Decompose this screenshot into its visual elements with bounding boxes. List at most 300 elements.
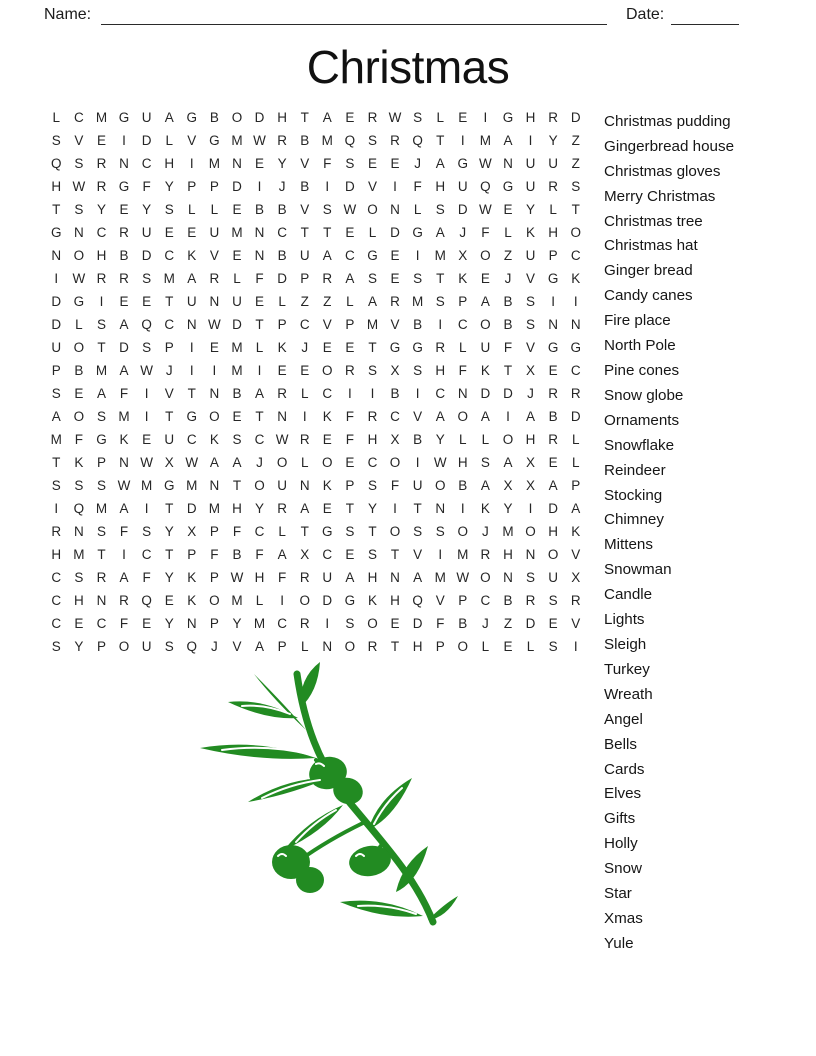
grid-letter: N	[254, 225, 265, 240]
grid-letter: U	[525, 248, 536, 263]
grid-letter: A	[119, 501, 129, 516]
grid-letter: Q	[73, 501, 85, 516]
grid-letter: T	[165, 294, 174, 309]
grid-letter: W	[253, 133, 266, 148]
grid-letter: G	[367, 248, 378, 263]
grid-letter: H	[548, 225, 558, 240]
grid-letter: I	[573, 639, 578, 654]
grid-letter: E	[119, 202, 129, 217]
grid-letter: I	[280, 593, 284, 608]
grid-letter: S	[96, 524, 106, 539]
grid-letter: Y	[142, 202, 152, 217]
grid-letter: N	[570, 317, 581, 332]
grid-letter: R	[570, 593, 581, 608]
grid-letter: G	[412, 225, 423, 240]
grid-letter: G	[547, 271, 559, 286]
grid-letter: A	[209, 455, 219, 470]
grid-letter: P	[548, 248, 558, 263]
grid-letter: S	[96, 409, 106, 424]
grid-letter: A	[413, 570, 423, 585]
grid-letter: T	[300, 524, 309, 539]
grid-letter: D	[570, 409, 581, 424]
grid-letter: C	[51, 570, 62, 585]
grid-letter: O	[254, 478, 265, 493]
grid-letter: M	[253, 616, 266, 631]
grid-letter: Q	[141, 317, 152, 332]
grid-letter: H	[548, 524, 558, 539]
grid-letter: U	[525, 179, 536, 194]
grid-letter: I	[325, 616, 330, 631]
grid-letter: T	[165, 547, 174, 562]
grid-letter: U	[457, 179, 468, 194]
grid-letter: E	[390, 248, 400, 263]
grid-letter: I	[302, 409, 307, 424]
grid-letter: M	[231, 133, 243, 148]
grid-letter: S	[142, 524, 152, 539]
grid-letter: T	[300, 225, 309, 240]
grid-letter: H	[503, 547, 513, 562]
grid-letter: P	[345, 317, 355, 332]
grid-letter: X	[300, 547, 310, 562]
grid-letter: D	[457, 202, 468, 217]
grid-letter: N	[209, 386, 220, 401]
grid-letter: I	[415, 386, 420, 401]
grid-letter: V	[571, 616, 581, 631]
grid-letter: W	[140, 455, 153, 470]
grid-letter: C	[570, 248, 581, 263]
grid-letter: T	[503, 363, 513, 378]
grid-letter: V	[300, 202, 310, 217]
grid-letter: A	[480, 478, 490, 493]
word-list-item: Reindeer	[604, 461, 666, 479]
grid-letter: K	[480, 501, 490, 516]
grid-letter: G	[51, 225, 62, 240]
grid-letter: W	[72, 179, 86, 194]
grid-letter: S	[435, 294, 445, 309]
grid-letter: I	[144, 386, 149, 401]
grid-letter: M	[186, 478, 198, 493]
grid-letter: V	[413, 547, 423, 562]
grid-letter: D	[141, 248, 152, 263]
grid-letter: R	[548, 386, 558, 401]
grid-letter: N	[209, 478, 220, 493]
grid-letter: P	[96, 639, 106, 654]
grid-letter: T	[323, 225, 332, 240]
grid-letter: E	[255, 294, 265, 309]
grid-letter: B	[390, 386, 400, 401]
grid-letter: M	[479, 133, 491, 148]
grid-letter: B	[458, 478, 468, 493]
grid-letter: I	[54, 271, 59, 286]
grid-letter: K	[74, 455, 84, 470]
grid-letter: Z	[323, 294, 332, 309]
page-title: Christmas	[306, 41, 510, 93]
grid-letter: B	[74, 363, 84, 378]
name-blank-line	[101, 5, 607, 25]
grid-letter: D	[503, 386, 513, 401]
grid-letter: Q	[344, 133, 356, 148]
grid-letter: Q	[480, 179, 491, 194]
grid-letter: J	[481, 524, 489, 539]
grid-letter: E	[503, 639, 513, 654]
grid-letter: Y	[435, 432, 445, 447]
grid-letter: V	[209, 248, 219, 263]
grid-letter: B	[458, 616, 468, 631]
grid-letter: B	[300, 179, 310, 194]
grid-letter: V	[435, 593, 445, 608]
grid-letter: V	[571, 547, 581, 562]
grid-letter: U	[525, 156, 536, 171]
grid-letter: K	[571, 524, 581, 539]
grid-letter: S	[322, 202, 332, 217]
grid-letter: O	[480, 248, 491, 263]
grid-letter: N	[186, 616, 197, 631]
grid-letter: B	[277, 248, 287, 263]
grid-letter: A	[51, 409, 61, 424]
grid-letter: N	[503, 156, 513, 171]
grid-letter: F	[142, 570, 151, 585]
grid-letter: I	[506, 409, 510, 424]
grid-letter: P	[458, 294, 468, 309]
grid-letter: N	[96, 593, 107, 608]
grid-letter: L	[300, 455, 309, 470]
grid-letter: S	[51, 386, 61, 401]
grid-letter: I	[189, 363, 194, 378]
grid-letter: E	[322, 340, 332, 355]
grid-letter: S	[96, 317, 106, 332]
grid-letter: S	[164, 639, 174, 654]
grid-letter: L	[52, 110, 61, 125]
grid-letter: S	[367, 547, 377, 562]
grid-letter: R	[119, 225, 129, 240]
grid-letter: U	[209, 225, 220, 240]
grid-letter: A	[322, 248, 332, 263]
word-list-item: Lights	[604, 611, 645, 629]
grid-letter: S	[232, 432, 242, 447]
grid-letter: L	[413, 202, 422, 217]
grid-letter: E	[300, 363, 310, 378]
grid-letter: F	[255, 271, 264, 286]
grid-letter: F	[232, 524, 242, 539]
grid-letter: E	[458, 110, 468, 125]
grid-letter: D	[480, 386, 491, 401]
grid-letter: I	[347, 386, 352, 401]
grid-letter: B	[119, 248, 129, 263]
grid-letter: U	[277, 478, 287, 493]
grid-letter: W	[343, 202, 357, 217]
grid-letter: H	[96, 248, 107, 263]
grid-letter: S	[142, 271, 152, 286]
grid-letter: R	[367, 409, 378, 424]
grid-letter: A	[435, 409, 445, 424]
grid-letter: F	[119, 524, 129, 539]
grid-letter: A	[503, 455, 513, 470]
grid-letter: G	[389, 340, 401, 355]
grid-letter: G	[73, 294, 85, 309]
grid-letter: O	[118, 639, 130, 654]
grid-letter: U	[548, 156, 558, 171]
grid-letter: S	[74, 570, 84, 585]
grid-letter: E	[548, 616, 558, 631]
grid-letter: A	[277, 547, 287, 562]
grid-letter: N	[322, 639, 333, 654]
grid-letter: L	[481, 639, 490, 654]
grid-letter: H	[390, 593, 400, 608]
grid-letter: P	[300, 271, 310, 286]
grid-letter: G	[96, 432, 107, 447]
grid-letter: T	[436, 133, 445, 148]
grid-letter: C	[344, 248, 355, 263]
grid-letter: G	[118, 110, 130, 125]
grid-letter: L	[571, 455, 580, 470]
grid-letter: J	[210, 639, 218, 654]
grid-letter: V	[390, 317, 400, 332]
grid-letter: M	[95, 110, 108, 125]
grid-letter: C	[51, 616, 62, 631]
grid-letter: I	[415, 248, 420, 263]
grid-letter: G	[186, 110, 198, 125]
grid-letter: I	[483, 110, 488, 125]
grid-letter: U	[141, 639, 152, 654]
grid-letter: L	[165, 133, 173, 148]
grid-letter: D	[344, 179, 355, 194]
grid-letter: P	[209, 524, 219, 539]
grid-letter: M	[321, 133, 333, 148]
word-list-item: Snow globe	[604, 386, 684, 404]
olive-branch-icon	[178, 660, 460, 936]
grid-letter: P	[277, 317, 287, 332]
grid-letter: G	[502, 179, 514, 194]
grid-letter: K	[277, 340, 287, 355]
word-list-item: Star	[604, 885, 632, 903]
grid-letter: D	[525, 616, 536, 631]
grid-letter: E	[277, 363, 287, 378]
grid-letter: C	[390, 409, 400, 424]
grid-letter: R	[96, 179, 107, 194]
grid-letter: M	[231, 593, 243, 608]
grid-letter: V	[526, 271, 536, 286]
grid-letter: N	[457, 386, 468, 401]
grid-letter: A	[232, 455, 242, 470]
word-list-item: Xmas	[604, 909, 643, 927]
grid-letter: N	[299, 478, 310, 493]
grid-letter: T	[97, 547, 106, 562]
grid-letter: A	[300, 501, 310, 516]
grid-letter: F	[345, 409, 354, 424]
grid-letter: S	[367, 271, 377, 286]
grid-letter: C	[164, 248, 175, 263]
grid-letter: T	[232, 478, 242, 493]
grid-letter: I	[54, 501, 59, 516]
grid-letter: M	[118, 409, 130, 424]
grid-letter: A	[503, 133, 513, 148]
grid-letter: O	[367, 202, 378, 217]
grid-letter: O	[344, 639, 356, 654]
grid-letter: B	[413, 432, 423, 447]
grid-letter: L	[210, 202, 219, 217]
grid-letter: I	[189, 156, 194, 171]
grid-letter: O	[367, 616, 378, 631]
grid-letter: C	[480, 593, 491, 608]
grid-letter: Q	[141, 593, 152, 608]
grid-letter: Z	[503, 616, 513, 631]
grid-letter: E	[74, 386, 84, 401]
grid-letter: A	[119, 570, 129, 585]
grid-letter: C	[141, 547, 152, 562]
date-label: Date:	[626, 6, 665, 23]
grid-letter: S	[345, 524, 355, 539]
grid-letter: M	[231, 363, 243, 378]
grid-letter: N	[73, 524, 84, 539]
grid-letter: S	[142, 340, 152, 355]
grid-letter: F	[255, 547, 264, 562]
grid-letter: E	[390, 156, 400, 171]
grid-letter: Y	[164, 616, 174, 631]
grid-letter: E	[548, 455, 558, 470]
grid-letter: R	[548, 432, 558, 447]
grid-letter: L	[75, 317, 83, 332]
grid-letter: V	[322, 317, 332, 332]
grid-letter: M	[231, 340, 243, 355]
grid-letter: I	[122, 547, 126, 562]
grid-letter: I	[551, 294, 555, 309]
grid-letter: B	[503, 317, 513, 332]
grid-letter: S	[435, 202, 445, 217]
word-list-item: Christmas gloves	[604, 162, 721, 180]
grid-letter: I	[460, 133, 465, 148]
grid-letter: D	[232, 179, 242, 194]
grid-letter: C	[73, 110, 84, 125]
grid-letter: W	[456, 570, 470, 585]
grid-letter: N	[209, 294, 220, 309]
grid-letter: R	[548, 110, 558, 125]
grid-letter: A	[345, 271, 355, 286]
grid-letter: P	[96, 455, 106, 470]
grid-letter: M	[95, 363, 108, 378]
grid-letter: A	[255, 639, 265, 654]
grid-letter: B	[300, 133, 310, 148]
grid-letter: S	[413, 524, 423, 539]
grid-letter: D	[548, 501, 558, 516]
grid-letter: M	[434, 570, 446, 585]
grid-letter: A	[435, 156, 445, 171]
grid-letter: R	[299, 432, 310, 447]
grid-letter: R	[367, 639, 378, 654]
grid-letter: T	[165, 501, 174, 516]
grid-letter: Y	[277, 156, 287, 171]
grid-letter: N	[390, 570, 400, 585]
grid-letter: U	[299, 248, 310, 263]
grid-letter: I	[122, 133, 126, 148]
grid-letter: E	[142, 616, 152, 631]
grid-letter: E	[390, 271, 400, 286]
grid-letter: B	[232, 547, 242, 562]
grid-letter: H	[254, 570, 265, 585]
grid-letter: U	[51, 340, 62, 355]
grid-letter: E	[142, 432, 152, 447]
grid-letter: R	[96, 156, 107, 171]
word-list-item: Turkey	[604, 660, 650, 678]
grid-letter: H	[73, 593, 84, 608]
grid-letter: E	[164, 225, 174, 240]
grid-letter: O	[389, 524, 401, 539]
grid-letter: L	[255, 593, 264, 608]
grid-letter: J	[278, 179, 286, 194]
grid-letter: T	[52, 455, 61, 470]
word-list-item: Candle	[604, 586, 653, 604]
grid-letter: M	[231, 225, 243, 240]
grid-letter: W	[478, 156, 492, 171]
grid-letter: X	[458, 248, 468, 263]
grid-letter: S	[51, 133, 61, 148]
word-list-item: Christmas tree	[604, 212, 703, 230]
grid-letter: A	[119, 363, 129, 378]
grid-letter: I	[573, 294, 578, 309]
grid-letter: A	[322, 110, 332, 125]
grid-letter: S	[526, 294, 536, 309]
word-list-item: Fire place	[604, 312, 671, 330]
grid-letter: S	[345, 156, 355, 171]
grid-letter: R	[209, 271, 220, 286]
grid-letter: H	[277, 110, 287, 125]
grid-letter: E	[164, 593, 174, 608]
grid-letter: R	[119, 271, 129, 286]
grid-letter: D	[232, 317, 242, 332]
grid-letter: X	[390, 432, 400, 447]
grid-letter: N	[390, 202, 400, 217]
grid-letter: V	[367, 179, 377, 194]
grid-letter: C	[299, 317, 310, 332]
grid-letter: M	[140, 478, 153, 493]
grid-letter: D	[141, 133, 152, 148]
grid-letter: O	[276, 455, 288, 470]
grid-letter: F	[413, 179, 422, 194]
grid-letter: D	[322, 593, 333, 608]
grid-letter: V	[300, 156, 310, 171]
grid-letter: F	[436, 616, 445, 631]
grid-letter: E	[232, 409, 242, 424]
word-list-item: North Pole	[604, 337, 676, 355]
grid-letter: D	[570, 110, 581, 125]
grid-letter: L	[459, 340, 467, 355]
grid-letter: G	[547, 340, 559, 355]
grid-letter: W	[140, 363, 153, 378]
grid-letter: F	[345, 432, 354, 447]
grid-letter: O	[547, 547, 559, 562]
word-list-item: Ornaments	[604, 411, 680, 429]
grid-letter: K	[322, 409, 332, 424]
word-search-grid	[45, 106, 587, 658]
grid-letter: S	[571, 179, 581, 194]
grid-letter: F	[481, 225, 490, 240]
grid-letter: I	[528, 133, 533, 148]
grid-letter: R	[322, 271, 333, 286]
grid-letter: U	[141, 225, 152, 240]
grid-letter: J	[504, 271, 512, 286]
word-list-item: Mittens	[604, 536, 653, 554]
grid-letter: K	[480, 363, 490, 378]
word-list-item: Elves	[604, 785, 642, 803]
grid-letter: G	[186, 409, 198, 424]
grid-letter: T	[255, 409, 264, 424]
grid-letter: H	[367, 570, 378, 585]
grid-letter: L	[459, 432, 467, 447]
grid-letter: R	[390, 294, 400, 309]
grid-letter: F	[323, 156, 332, 171]
grid-letter: W	[72, 271, 86, 286]
grid-letter: W	[433, 455, 447, 470]
grid-letter: E	[345, 455, 355, 470]
